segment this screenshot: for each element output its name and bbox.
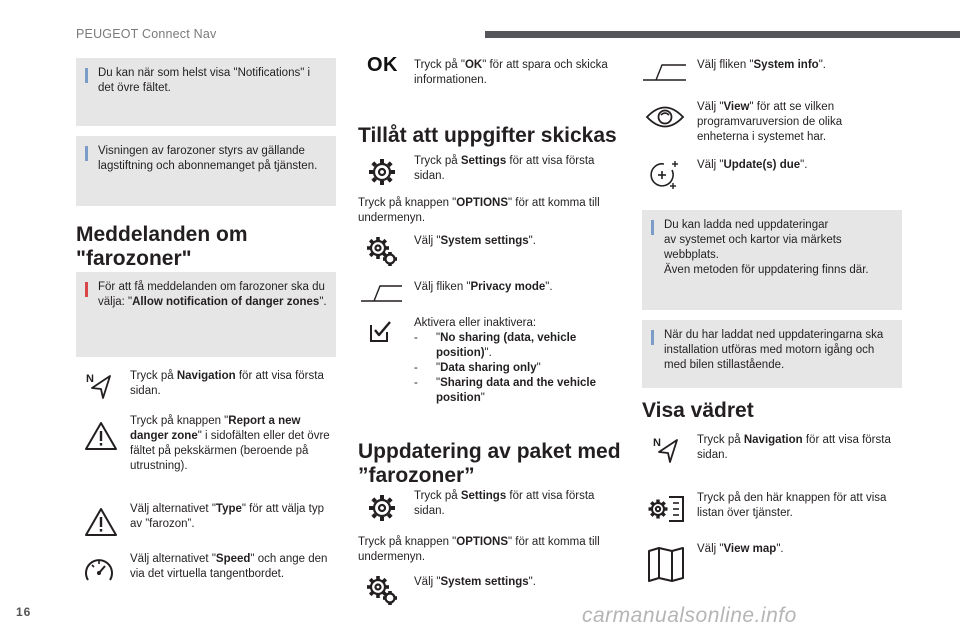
- ok-icon: OK: [367, 54, 398, 76]
- note-text: Du kan ladda ned uppdateringar av systemet och kartor via märkets webbplats. Även metoden för uppdatering finns där.: [664, 219, 869, 276]
- svg-text:N: N: [86, 373, 94, 385]
- speedometer-icon: [83, 556, 115, 588]
- note-text: Du kan när som helst visa "Notifications" i det övre fältet.: [98, 67, 311, 94]
- privacy-options-list: Aktivera eller inaktivera: - "No sharing (data, vehicle position)". - "Data sharing only" - "Sharing data and the vehicle position": [414, 316, 624, 406]
- info-note-installation: [642, 320, 902, 388]
- page-number: 16: [16, 605, 32, 619]
- step-navigation-text: Tryck på Navigation för att visa första sidan.: [130, 370, 324, 397]
- services-step-text: Tryck på den här knappen för att visa listan över tjänster.: [697, 492, 887, 519]
- header-bar: [485, 31, 960, 38]
- system-settings-gears-icon: [364, 234, 400, 268]
- weather-navigation-step-text: Tryck på Navigation för att visa första sidan.: [697, 434, 891, 461]
- heading-danger-zone-messages: Meddelanden om "farozoner": [76, 223, 248, 270]
- view-step-text: Välj "View" för att se vilken programvaruversion de olika enheterna i systemet har.: [697, 101, 843, 143]
- settings-gear-icon: [366, 156, 398, 188]
- info-bar-icon: [651, 220, 654, 235]
- update-settings-step-text: Tryck på Settings för att visa första sidan.: [414, 490, 595, 517]
- settings-step-text: Tryck på Settings för att visa första sidan.: [414, 155, 595, 182]
- option-sharing-data-position: - "Sharing data and the vehicle position": [414, 377, 597, 404]
- info-note-download-updates: [642, 210, 902, 310]
- system-settings-step-text: Välj "System settings".: [414, 235, 536, 247]
- update-system-settings-text: Välj "System settings".: [414, 576, 536, 588]
- warning-bar-icon: [85, 282, 88, 297]
- update-due-step-text: Välj "Update(s) due".: [697, 159, 808, 171]
- note-text: Visningen av farozoner styrs av gällande lagstiftning och abonnemanget på tjänsten.: [98, 145, 318, 172]
- update-due-icon: [646, 158, 682, 192]
- note-text: För att få meddelanden om farozoner ska du välja: "Allow notification of danger zones".: [98, 281, 327, 308]
- watermark: carmanualsonline.info: [582, 604, 797, 627]
- option-data-sharing-only: - "Data sharing only": [414, 362, 541, 374]
- heading-show-weather: Visa vädret: [642, 399, 754, 422]
- step-type-text: Välj alternativet "Type" för att välja typ av ”farozon”.: [130, 503, 324, 530]
- options-step-text: Tryck på knappen "OPTIONS" för att komma till undermenyn.: [358, 197, 600, 224]
- system-info-step-text: Välj fliken "System info".: [697, 59, 826, 71]
- update-options-step-text: Tryck på knappen "OPTIONS" för att komma till undermenyn.: [358, 536, 600, 563]
- services-list-icon: [645, 492, 687, 526]
- tab-icon: [360, 283, 404, 303]
- warning-triangle-icon: [84, 506, 118, 538]
- checkbox-icon: [368, 318, 394, 344]
- info-bar-icon: [651, 330, 654, 345]
- info-bar-icon: [85, 146, 88, 161]
- option-no-sharing: - "No sharing (data, vehicle position)".: [414, 332, 577, 359]
- warning-triangle-icon: [84, 420, 118, 452]
- settings-gear-icon: [366, 492, 398, 524]
- system-settings-gears-icon: [364, 573, 400, 607]
- view-map-step-text: Välj "View map".: [697, 543, 784, 555]
- privacy-mode-step-text: Välj fliken "Privacy mode".: [414, 281, 553, 293]
- step-report-text: Tryck på knappen "Report a new danger zone" i sidofälten eller det övre fältet på pekskärmen (beroende på utrustning).: [130, 415, 330, 472]
- info-bar-icon: [85, 68, 88, 83]
- navigation-icon: [84, 370, 116, 402]
- navigation-icon: [651, 434, 683, 466]
- ok-step-text: Tryck på "OK" för att spara och skicka informationen.: [414, 59, 608, 86]
- page-header-title: PEUGEOT Connect Nav: [76, 27, 217, 41]
- tab-icon: [642, 62, 688, 82]
- heading-update-danger-zones: Uppdatering av paket med ”farozoner”: [358, 440, 621, 487]
- info-note-notifications: [76, 58, 336, 126]
- note-text: När du har laddat ned uppdateringarna ska installation utföras med motorn igång och med bilen stillastående.: [664, 329, 884, 371]
- heading-allow-data-sending: Tillåt att uppgifter skickas: [358, 124, 617, 147]
- warning-note-allow-notification: [76, 272, 336, 357]
- eye-view-icon: [645, 104, 685, 130]
- step-speed-text: Välj alternativet "Speed" och ange den via det virtuella tangentbordet.: [130, 553, 328, 580]
- svg-text:N: N: [653, 437, 661, 449]
- map-icon: [647, 546, 685, 582]
- info-note-legislation: [76, 136, 336, 206]
